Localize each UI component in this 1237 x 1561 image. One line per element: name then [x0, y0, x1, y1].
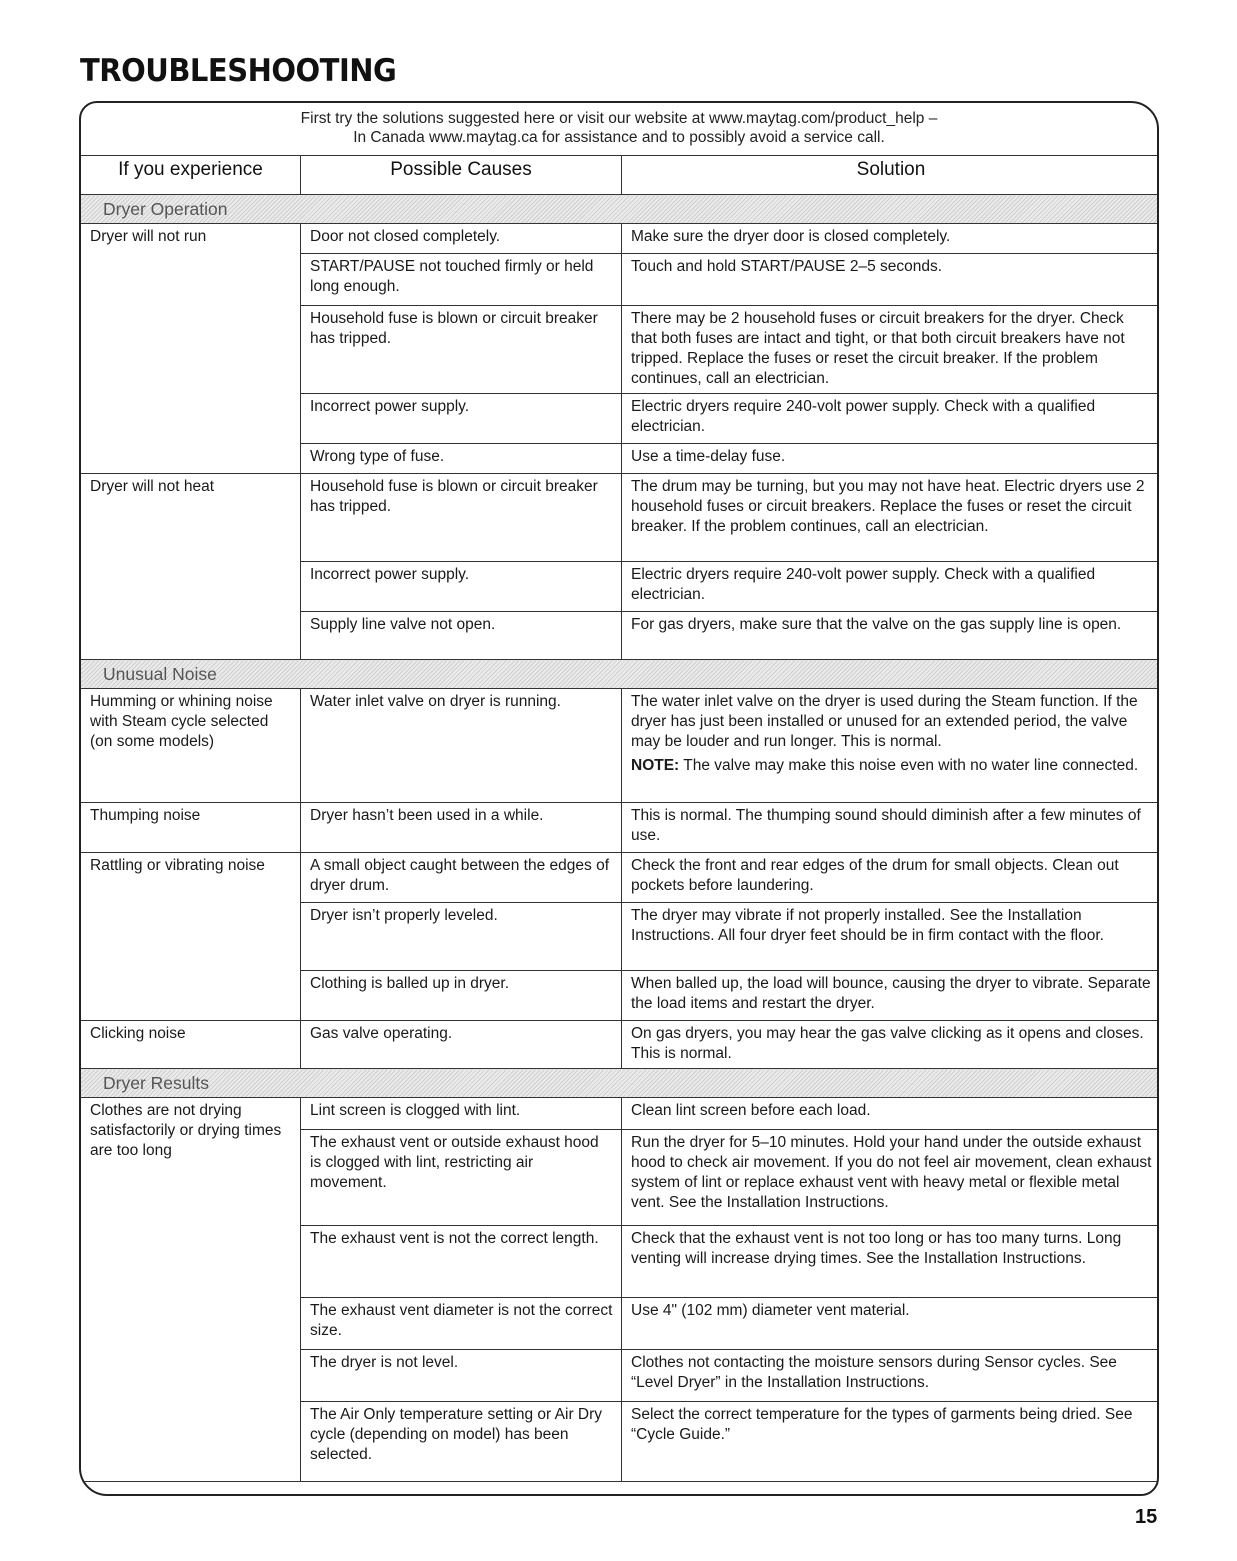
cause-cell: Dryer isn’t properly leveled. [301, 903, 622, 971]
symptom-cell: Dryer will not run [81, 224, 301, 474]
intro-text [81, 103, 1157, 155]
table-row [81, 803, 1160, 853]
section-row [81, 660, 1160, 689]
page-title: TROUBLESHOOTING [80, 52, 397, 89]
symptom-cell: Thumping noise [81, 803, 301, 853]
cause-cell: The Air Only temperature setting or Air Dry cycle (depending on model) has been selected. [301, 1402, 622, 1482]
cause-cell: A small object caught between the edges of dryer drum. [301, 853, 622, 903]
table-header-row [81, 156, 1160, 195]
header-solution: Solution [622, 156, 1160, 195]
solution-cell: This is normal. The thumping sound should diminish after a few minutes of use. [622, 803, 1160, 853]
cause-cell: Household fuse is blown or circuit breaker has tripped. [301, 306, 622, 394]
header-causes: Possible Causes [301, 156, 622, 195]
cause-cell: The exhaust vent is not the correct length. [301, 1226, 622, 1298]
solution-cell: For gas dryers, make sure that the valve on the gas supply line is open. [622, 612, 1160, 660]
solution-cell: Use 4" (102 mm) diameter vent material. [622, 1298, 1160, 1350]
solution-cell: Electric dryers require 240-volt power supply. Check with a qualified electrician. [622, 562, 1160, 612]
solution-cell: Electric dryers require 240-volt power supply. Check with a qualified electrician. [622, 394, 1160, 444]
solution-cell: There may be 2 household fuses or circuit breakers for the dryer. Check that both fuses are intact and tight, or that both circuit breakers have not tripped. Replace the fuses or reset the circuit breaker. If the problem continues, call an electrician. [622, 306, 1160, 394]
cause-cell: The exhaust vent or outside exhaust hood is clogged with lint, restricting air movement. [301, 1130, 622, 1226]
cause-cell: Wrong type of fuse. [301, 444, 622, 474]
solution-cell: When balled up, the load will bounce, causing the dryer to vibrate. Separate the load items and restart the dryer. [622, 971, 1160, 1021]
solution-note [631, 756, 1152, 776]
header-experience: If you experience [81, 156, 301, 195]
cause-cell: Supply line valve not open. [301, 612, 622, 660]
cause-cell: Clothing is balled up in dryer. [301, 971, 622, 1021]
note-text: The valve may make this noise even with no water line connected. [679, 757, 1139, 774]
solution-cell: Clean lint screen before each load. [622, 1098, 1160, 1130]
cause-cell: Gas valve operating. [301, 1021, 622, 1069]
section-dryer-results: Dryer Results [81, 1069, 1160, 1098]
cause-cell: Incorrect power supply. [301, 562, 622, 612]
cause-cell: Household fuse is blown or circuit breaker has tripped. [301, 474, 622, 562]
cause-cell: START/PAUSE not touched firmly or held long enough. [301, 254, 622, 306]
symptom-cell: Rattling or vibrating noise [81, 853, 301, 1021]
intro-line-1: First try the solutions suggested here or visit our website at www.maytag.com/product_help – [300, 110, 938, 127]
solution-cell [622, 689, 1160, 803]
symptom-cell: Dryer will not heat [81, 474, 301, 660]
section-unusual-noise: Unusual Noise [81, 660, 1160, 689]
cause-cell: Lint screen is clogged with lint. [301, 1098, 622, 1130]
symptom-cell: Humming or whining noise with Steam cycle selected (on some models) [81, 689, 301, 803]
cause-cell: Water inlet valve on dryer is running. [301, 689, 622, 803]
solution-cell: Clothes not contacting the moisture sensors during Sensor cycles. See “Level Dryer” in the Installation Instructions. [622, 1350, 1160, 1402]
cause-cell: Incorrect power supply. [301, 394, 622, 444]
note-label: NOTE: [631, 757, 680, 774]
cause-cell: The dryer is not level. [301, 1350, 622, 1402]
solution-cell: Use a time-delay fuse. [622, 444, 1160, 474]
table-row [81, 1021, 1160, 1069]
table-row [81, 689, 1160, 803]
solution-cell: The drum may be turning, but you may not have heat. Electric dryers use 2 household fuses or circuit breakers. Replace the fuses or reset the circuit breaker. If the problem continues, call an electrician. [622, 474, 1160, 562]
solution-cell: Check the front and rear edges of the drum for small objects. Clean out pockets before laundering. [622, 853, 1160, 903]
solution-cell: Run the dryer for 5–10 minutes. Hold your hand under the outside exhaust hood to check air movement. If you do not feel air movement, clean exhaust system of lint or replace exhaust vent with heavy metal or flexible metal vent. See the Installation Instructions. [622, 1130, 1160, 1226]
solution-cell: Check that the exhaust vent is not too long or has too many turns. Long venting will increase drying times. See the Installation Instructions. [622, 1226, 1160, 1298]
solution-text: The water inlet valve on the dryer is used during the Steam function. If the dryer has just been installed or unused for an extended period, the valve may be louder and run longer. This is normal. [631, 693, 1138, 750]
section-row [81, 1069, 1160, 1098]
page-number: 15 [1135, 1506, 1158, 1528]
intro-line-2: In Canada www.maytag.ca for assistance and to possibly avoid a service call. [353, 129, 885, 146]
troubleshooting-frame [79, 101, 1159, 1496]
solution-cell: On gas dryers, you may hear the gas valve clicking as it opens and closes. This is normal. [622, 1021, 1160, 1069]
section-dryer-operation: Dryer Operation [81, 195, 1160, 224]
solution-cell: The dryer may vibrate if not properly installed. See the Installation Instructions. All four dryer feet should be in firm contact with the floor. [622, 903, 1160, 971]
section-row [81, 195, 1160, 224]
symptom-cell: Clicking noise [81, 1021, 301, 1069]
symptom-cell: Clothes are not drying satisfactorily or drying times are too long [81, 1098, 301, 1482]
cause-cell: The exhaust vent diameter is not the correct size. [301, 1298, 622, 1350]
table-row [81, 474, 1160, 562]
cause-cell: Dryer hasn’t been used in a while. [301, 803, 622, 853]
solution-cell: Make sure the dryer door is closed completely. [622, 224, 1160, 254]
table-row [81, 853, 1160, 903]
cause-cell: Door not closed completely. [301, 224, 622, 254]
table-row [81, 224, 1160, 254]
troubleshooting-table [80, 155, 1159, 1482]
table-row [81, 1098, 1160, 1130]
solution-cell: Touch and hold START/PAUSE 2–5 seconds. [622, 254, 1160, 306]
solution-cell: Select the correct temperature for the types of garments being dried. See “Cycle Guide.” [622, 1402, 1160, 1482]
